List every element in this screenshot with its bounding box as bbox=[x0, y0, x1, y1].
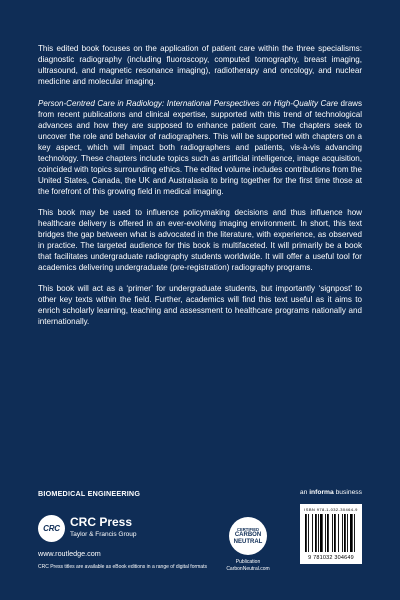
carbon-site-label: CarbonNeutral.com bbox=[226, 565, 270, 572]
back-cover-blurb bbox=[38, 43, 362, 337]
informa-business-label bbox=[300, 489, 362, 496]
isbn-barcode bbox=[300, 504, 362, 564]
crc-press-logo-icon: CRC bbox=[38, 515, 65, 542]
publisher-website: www.routledge.com bbox=[38, 549, 101, 558]
carbon-neutral-badge-icon bbox=[229, 517, 267, 555]
isbn-number-top: ISBN 978-1-032-30464-9 bbox=[304, 507, 358, 512]
blurb-paragraph-3: This book may be used to influence policymaking decisions and thus influence how healthcare delivery is offered in an ever-evolving imaging environment. In short, this text bridges the gap between what is advocated in the literature, with experience, as observed in practice. The targeted audience for this book is multifaceted. It will primarily be a book that facilitates undergraduate radiography students worldwide. It will offer a useful tool for academics delivering undergraduate (pre-registration) radiography programs. bbox=[38, 208, 362, 272]
informa-suffix: business bbox=[333, 489, 362, 496]
blurb-paragraph-4: This book will act as a ‘primer’ for undergraduate students, but importantly ‘signpost’ to other key texts within the field. Further, academics will find this text useful as it aims to enrich scholarly learning, teaching and assessment to healthcare programs nationally and internationally. bbox=[38, 284, 362, 326]
blurb-paragraph-2 bbox=[38, 98, 362, 197]
book-title-italic: Person-Centred Care in Radiology: International Perspectives on High-Quality Care bbox=[38, 99, 338, 108]
informa-brand: informa bbox=[309, 489, 334, 496]
barcode-bars-icon bbox=[305, 514, 357, 552]
carbon-neutral-caption bbox=[222, 559, 274, 572]
publisher-group: Taylor & Francis Group bbox=[70, 531, 137, 538]
ebook-availability-note: CRC Press titles are available as eBook editions in a range of digital formats bbox=[38, 564, 207, 570]
carbon-certified-label: CERTIFIED bbox=[236, 527, 260, 532]
blurb-paragraph-2-text: draws from recent publications and clinical expertise, supported with this trend of technological advances and how they are supposed to enhance patient care. The chapters seek to uncover the role and behavior of radiographers. This will be supported with chapters on a key aspect, which will impact both radiographers and patients, vis-à-vis advancing technology. These chapters include topics such as artificial intelligence, image acquisition, coincided with topics surrounding ethics. The edited volume includes contributions from the United States, Canada, the UK and Australasia to bring together for the first time those at the forefront of this growing field in medical imaging. bbox=[38, 99, 363, 196]
publisher-name: CRC Press bbox=[70, 515, 133, 529]
blurb-paragraph-1: This edited book focuses on the application of patient care within the three specialisms: diagnostic radiography (including fluoroscopy, computed tomography, breast imaging, ultrasound, and magnetic resonance imaging), radiotherapy and oncology, and nuclear medicine and molecular imaging. bbox=[38, 44, 362, 86]
carbon-neutral-label: CARBON NEUTRAL bbox=[233, 532, 263, 545]
subject-category: BIOMEDICAL ENGINEERING bbox=[38, 489, 141, 498]
carbon-publication-label: Publication bbox=[235, 559, 261, 565]
isbn-number-bottom: 9 781032 304649 bbox=[308, 555, 354, 561]
informa-prefix: an bbox=[299, 489, 310, 496]
